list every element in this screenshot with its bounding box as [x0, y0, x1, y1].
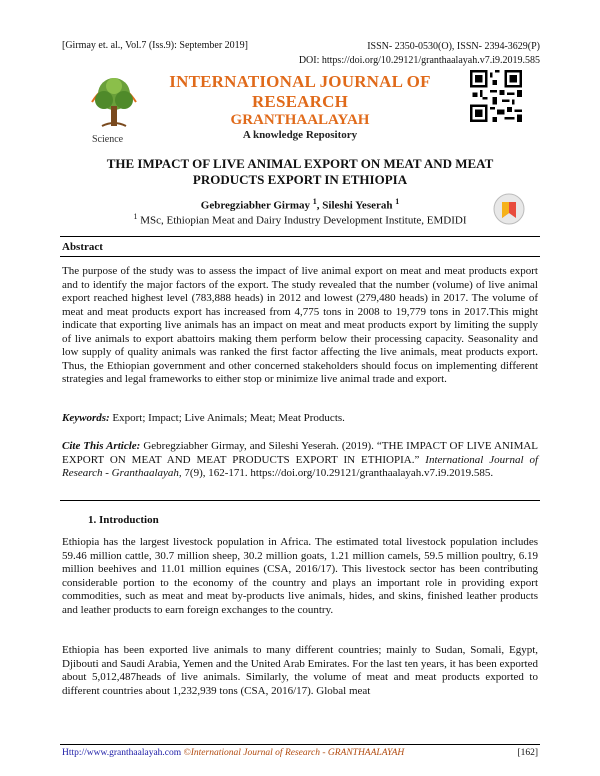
footer-copyright: ©International Journal of Research - GRANTHAALAYAH — [183, 748, 405, 758]
affiliation-text: MSc, Ethiopian Meat and Dairy Industry Development Institute, EMDIDI — [140, 214, 467, 227]
journal-title-line1: INTERNATIONAL JOURNAL OF RESEARCH — [169, 72, 431, 111]
cite-text-part2[interactable]: 7(9), 162-171. https://doi.org/10.29121/granthaalayah.v7.i9.2019.585. — [184, 467, 494, 479]
journal-masthead — [150, 72, 450, 141]
header-citation: [Girmay et. al., Vol.7 (Iss.9): September 2019] — [62, 40, 248, 51]
introduction-paragraph-2: Ethiopia has been exported live animals to many different countries; mainly to Sudan, Somali, Egypt, Djibouti and Saudi Arabia, Yemen and the United Arab Emirates. For the last ten years, it has been exported about 5,012,487heads of live animals. Similarly, the volume of meat and meat products exported to different countries about 1,232,939 tons (CSA, 2016/17). Global meat — [62, 644, 538, 697]
journal-logo-tree-icon — [84, 64, 144, 134]
section-label: Science — [92, 134, 124, 145]
paper-title-line1: THE IMPACT OF LIVE ANIMAL EXPORT ON MEAT AND MEAT — [106, 156, 494, 171]
author-affiliation-sup: 1 — [395, 197, 400, 206]
abstract-heading: Abstract — [62, 241, 103, 253]
keywords-text: Export; Impact; Live Animals; Meat; Meat Products. — [112, 412, 345, 424]
affiliation — [60, 212, 540, 227]
author-affiliation-sup: 1 — [312, 197, 317, 206]
check-for-updates-bookmark-icon[interactable] — [493, 192, 525, 226]
introduction-paragraph-1: Ethiopia has the largest livestock population in Africa. The estimated total livestock population includes 59.46 million cattle, 30.7 million sheep, 30.2 million goats, 1.21 million camels, 59.5 million poultry, 6.19 million beehives and 11.01 million equines (CSA, 2016/17). This livestock sector has been contributing considerable portion to the economy of the country and plays an important role in providing export commodities, such as meat and meat by-products live animals, hides, and skins, finished leather products and leather products to earn foreign exchanges to the country. — [62, 536, 538, 616]
footer-left — [62, 748, 404, 758]
keywords-label: Keywords: — [62, 412, 110, 424]
paper-title — [60, 156, 540, 188]
divider — [60, 500, 540, 501]
cite-label: Cite This Article: — [62, 440, 141, 452]
footer-divider — [60, 744, 540, 745]
journal-tagline: A knowledge Repository — [242, 129, 358, 141]
author-name: Gebregziabher Girmay — [200, 199, 311, 212]
doi-text[interactable]: DOI: https://doi.org/10.29121/granthaalayah.v7.i9.2019.585 — [298, 55, 540, 66]
paper-title-line2: PRODUCTS EXPORT IN ETHIOPIA — [192, 172, 408, 187]
divider — [60, 256, 540, 257]
journal-title-line2: GRANTHAALAYAH — [230, 112, 370, 128]
author-name: Sileshi Yeserah — [322, 199, 393, 212]
qr-code-icon[interactable] — [470, 70, 522, 122]
abstract-text: The purpose of the study was to assess the impact of live animal export on meat and meat products export and to identify the major factors of the export. The study revealed that the number (volume) of live animal export reached highest level (783,888 heads) in 2012 and lowest (279,480 heads) in 2017. The volume of meat and meat products export has increased from 4,775 tons in 2008 to 19,779 tons in 2017.This might indicate that exporting live animals has an impact on meat and meat products export by limiting the supply of live animals to export abattoirs making them perform below their processing capacity. Seasonality and low supply of quality animals was ranked the first factor affecting the live animals, meat products export. Thus, the Ethiopian government and other concerned stakeholders should focus on implementing different strategies and legal frameworks to either stop or minimize live animal trade and export. — [62, 265, 538, 385]
header-issn-doi — [299, 40, 540, 68]
issn-text: ISSN- 2350-0530(O), ISSN- 2394-3629(P) — [367, 41, 540, 52]
author-list: Gebregziabher Girmay $^1$, Sileshi Yeserah $^1$ — [200, 197, 400, 212]
keywords — [62, 412, 538, 426]
divider — [60, 236, 540, 237]
cite-text-part1: Gebregziabher Girmay, and Sileshi Yeserah. (2019). “THE IMPACT OF LIVE ANIMAL EXPORT ON MEAT AND MEAT PRODUCTS EXPORT IN ETHIOPIA.” — [62, 440, 539, 466]
introduction-heading: 1. Introduction — [88, 514, 159, 526]
footer-url-link[interactable]: Http://www.granthaalayah.com — [62, 748, 182, 758]
page-number: [162] — [517, 748, 538, 758]
cite-this-article — [62, 440, 538, 481]
cite-journal: International Journal of Research - Granthaalayah, — [62, 453, 538, 479]
affiliation-sup: 1 — [133, 212, 138, 221]
